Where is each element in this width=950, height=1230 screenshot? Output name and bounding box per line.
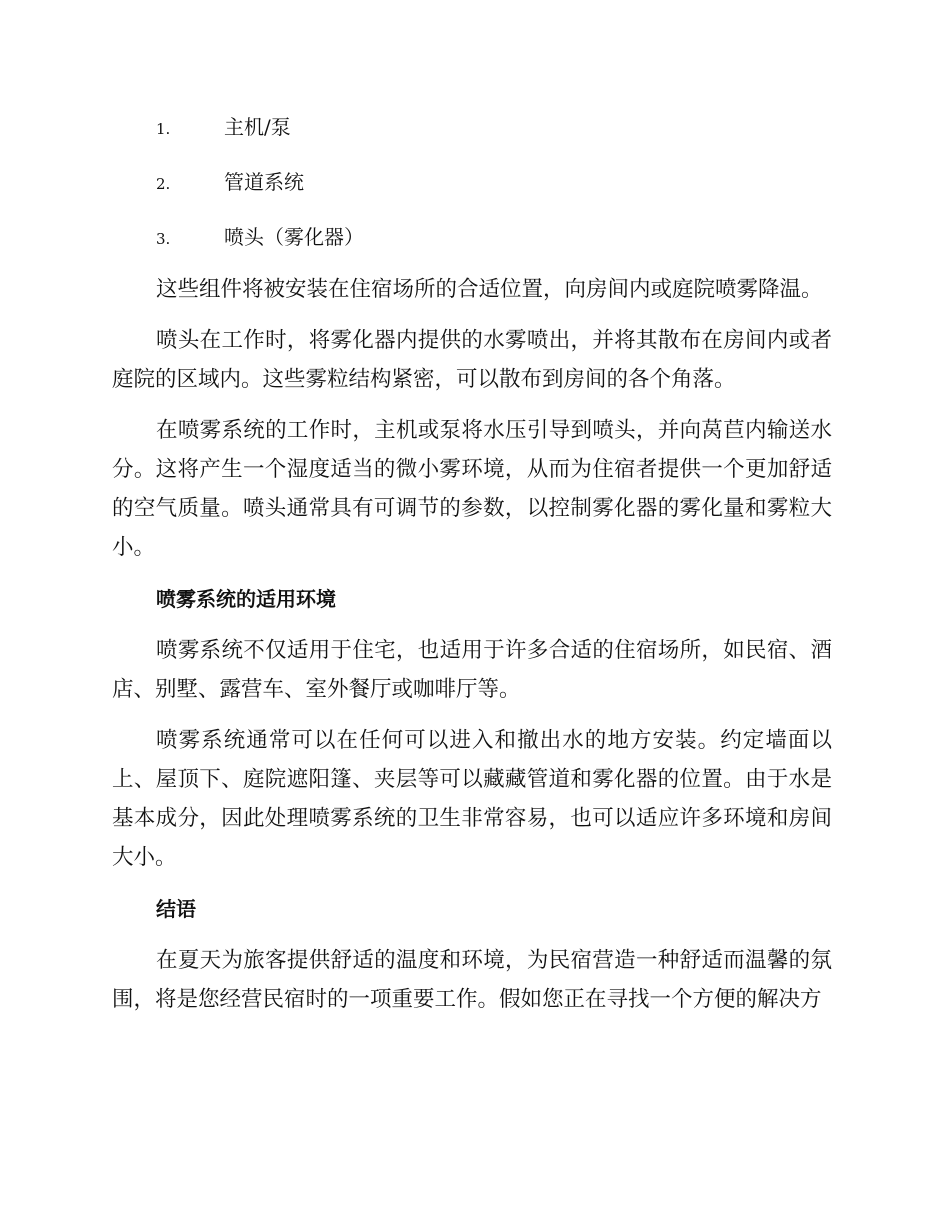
paragraph-nozzle-work: 喷头在工作时，将雾化器内提供的水雾喷出，并将其散布在房间内或者庭院的区域内。这些雾粒结构紧密，可以散布到房间的各个角落。 (112, 328, 832, 392)
list-number: 1. (156, 120, 171, 138)
section-heading-conclusion: 结语 (156, 897, 196, 921)
paragraph-conclusion: 在夏天为旅客提供舒适的温度和环境，为民宿营造一种舒适而温馨的氛围，将是您经营民宿时的一项重要工作。假如您正在寻找一个方便的解决方 (112, 948, 832, 1012)
list-item (112, 160, 832, 215)
paragraph-suitable-places: 喷雾系统不仅适用于住宅，也适用于许多合适的住宿场所，如民宿、酒店、别墅、露营车、室外餐厅或咖啡厅等。 (112, 638, 832, 702)
component-list (112, 105, 832, 270)
list-item (112, 215, 832, 270)
list-text: 主机/泵 (224, 115, 291, 139)
list-item (112, 105, 832, 160)
paragraph-installation: 喷雾系统通常可以在任何可以进入和撤出水的地方安装。约定墙面以上、屋顶下、庭院遮阳篷、夹层等可以藏藏管道和雾化器的位置。由于水是基本成分，因此处理喷雾系统的卫生非常容易，也可以适应许多环境和房间大小。 (112, 728, 832, 870)
list-number: 3. (156, 230, 171, 248)
list-text: 管道系统 (224, 170, 304, 194)
section-heading-environment: 喷雾系统的适用环境 (156, 587, 336, 611)
list-number: 2. (156, 175, 171, 193)
document-page (112, 105, 832, 1031)
paragraph-components-install: 这些组件将被安装在住宿场所的合适位置，向房间内或庭院喷雾降温。 (156, 277, 823, 302)
list-text: 喷头（雾化器） (224, 225, 364, 249)
paragraph-system-work: 在喷雾系统的工作时，主机或泵将水压引导到喷头，并向莴苣内输送水分。这将产生一个湿度适当的微小雾环境，从而为住宿者提供一个更加舒适的空气质量。喷头通常具有可调节的参数，以控制雾化器的雾化量和雾粒大小。 (112, 418, 832, 560)
